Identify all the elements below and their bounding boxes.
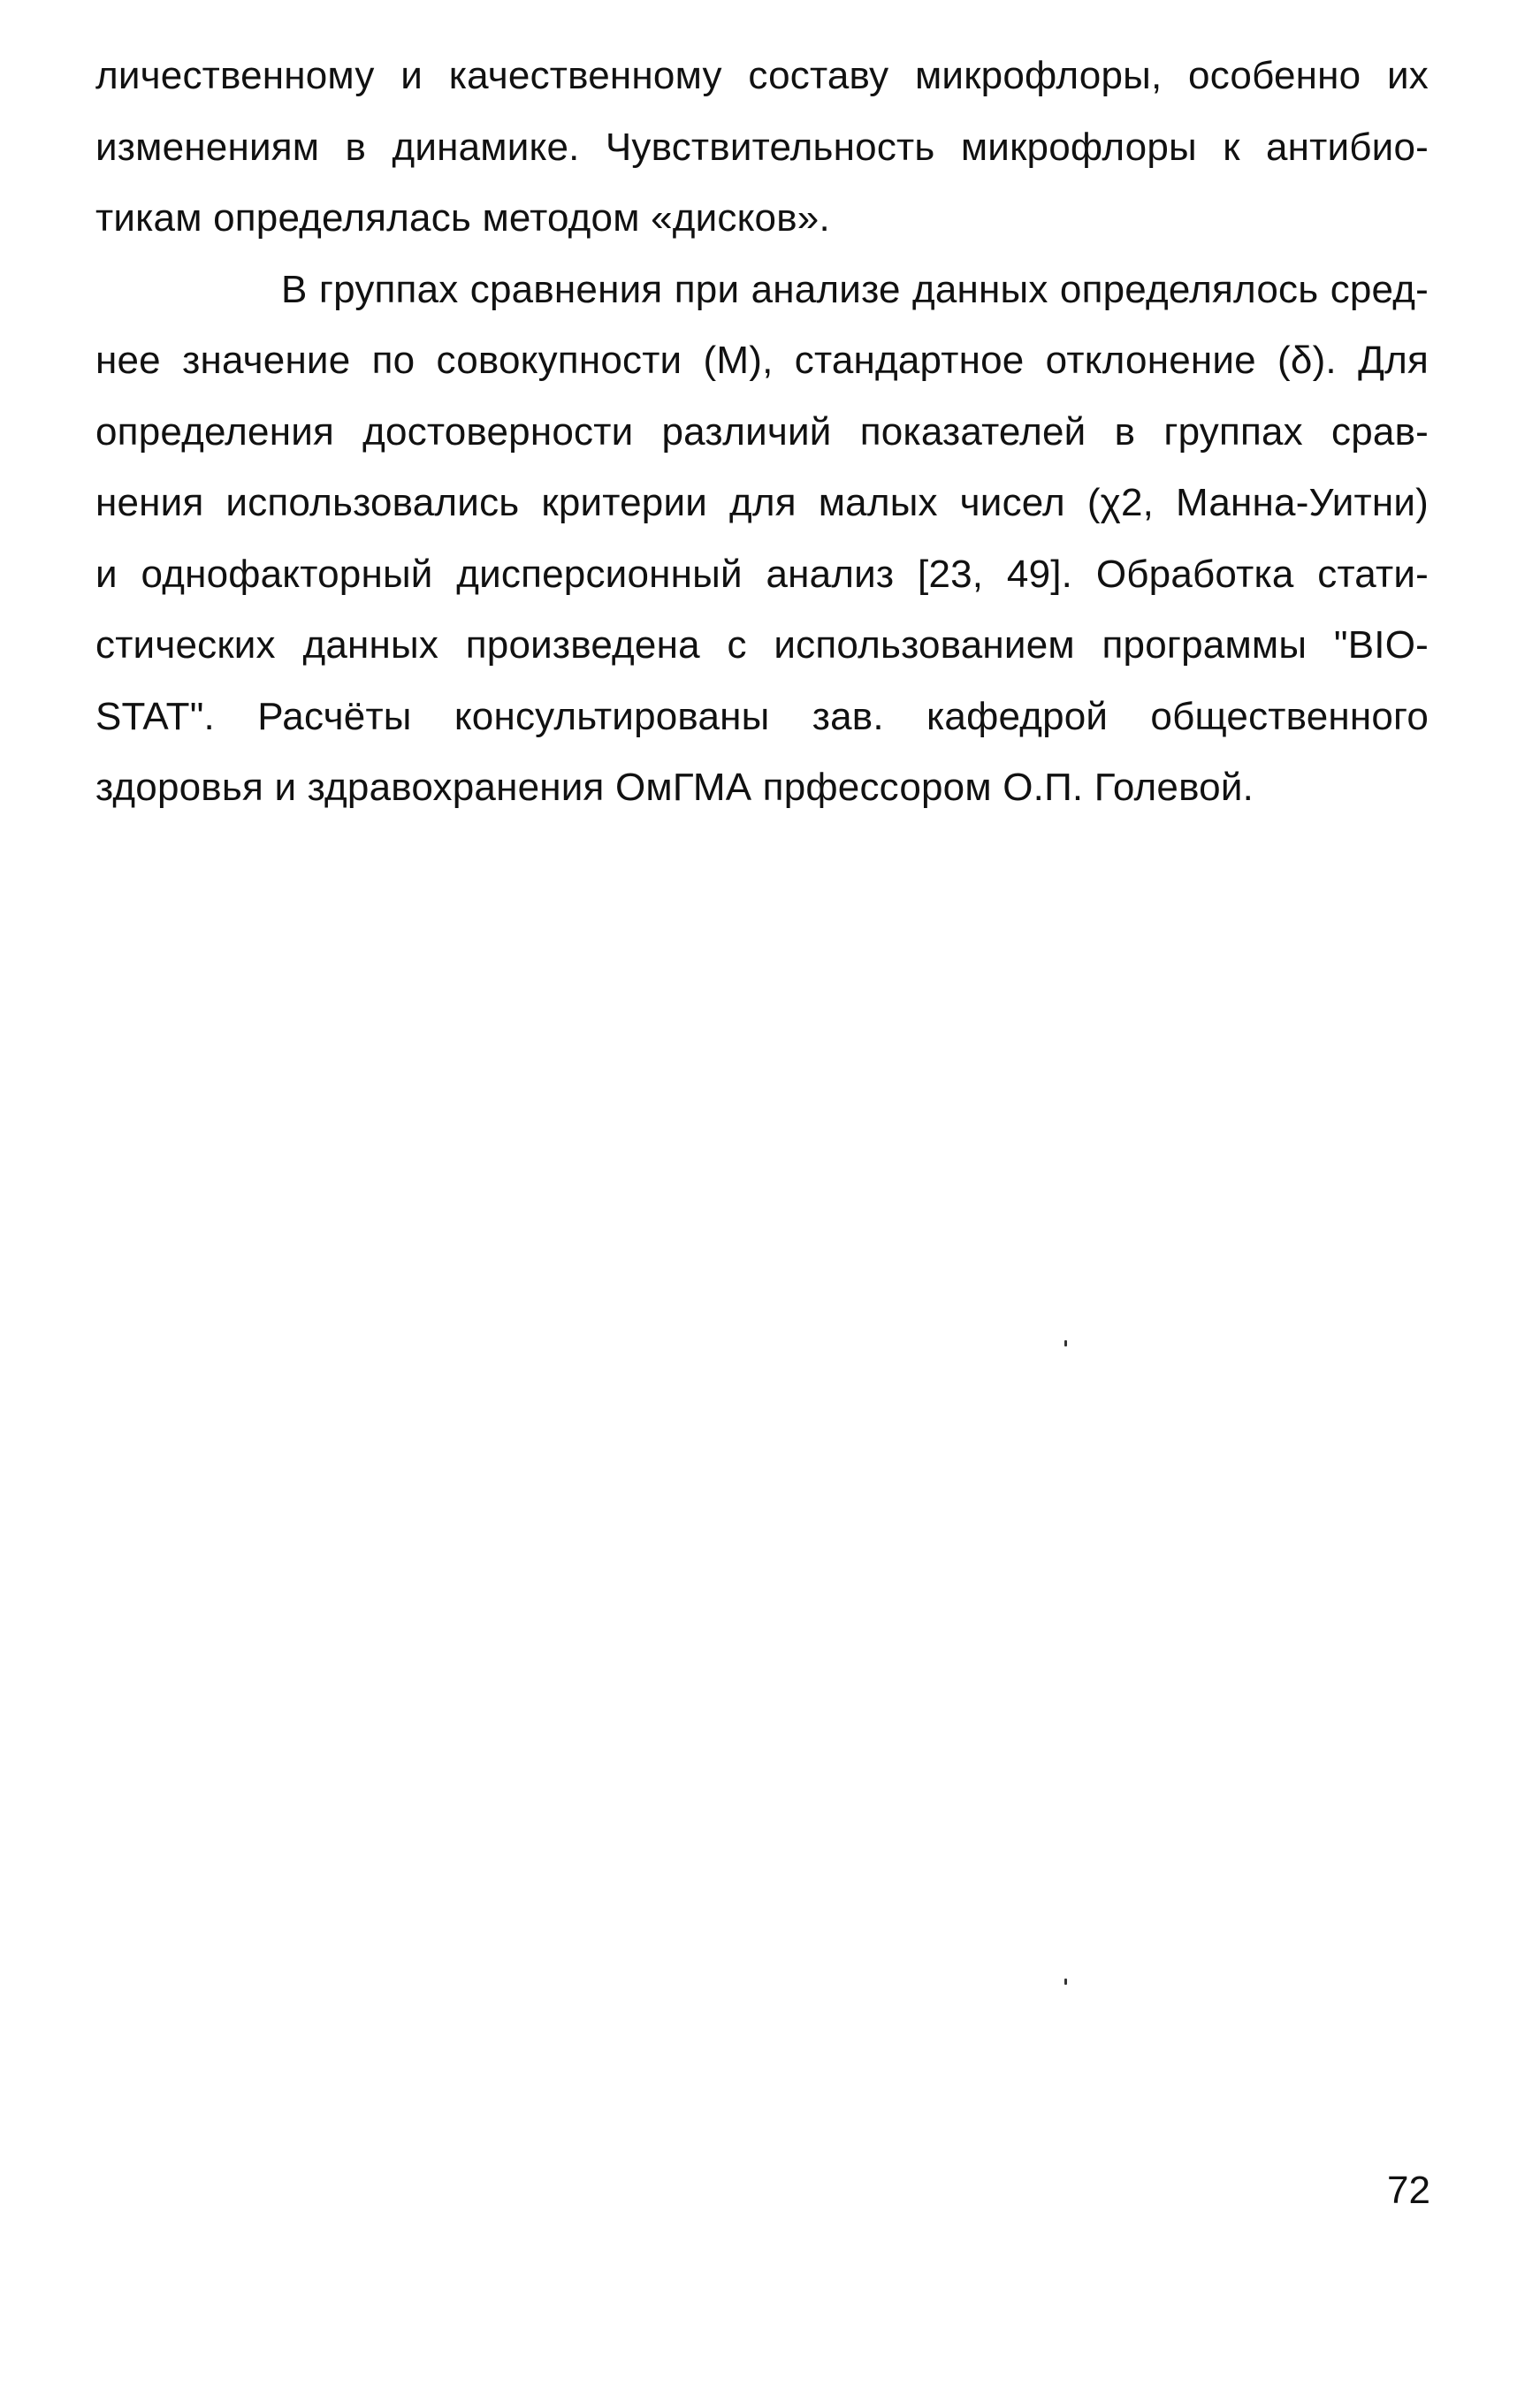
paragraph-2	[95, 255, 1429, 824]
paragraph-1	[95, 41, 1429, 255]
text-line: личественному и качественному составу микрофлоры, особенно их	[95, 54, 1429, 97]
scan-speck	[1064, 1340, 1067, 1346]
scan-speck	[1064, 1979, 1067, 1985]
text-line: В группах сравнения при анализе данных определялось сред-	[281, 267, 1429, 311]
text-line: изменениям в динамике. Чувствительность микрофлоры к антибио-	[95, 125, 1429, 169]
body-text	[95, 41, 1429, 824]
text-line: STAT". Расчёты консультированы зав. кафедрой общественного	[95, 694, 1429, 738]
page-number: 72	[1387, 2169, 1430, 2212]
text-line: и однофакторный дисперсионный анализ [23, 49]. Обработка стати-	[95, 552, 1429, 596]
text-line: нее значение по совокупности (М), стандартное отклонение (δ). Для	[95, 339, 1429, 382]
text-line: определения достоверности различий показателей в группах срав-	[95, 409, 1429, 454]
text-line: стических данных произведена с использованием программы "BIO-	[95, 623, 1429, 667]
text-line: здоровья и здравохранения ОмГМА прфессором О.П. Голевой.	[95, 766, 1254, 809]
text-line: тикам определялась методом «дисков».	[95, 196, 830, 240]
text-line: нения использовались критерии для малых чисел (χ2, Манна-Уитни)	[95, 481, 1429, 524]
